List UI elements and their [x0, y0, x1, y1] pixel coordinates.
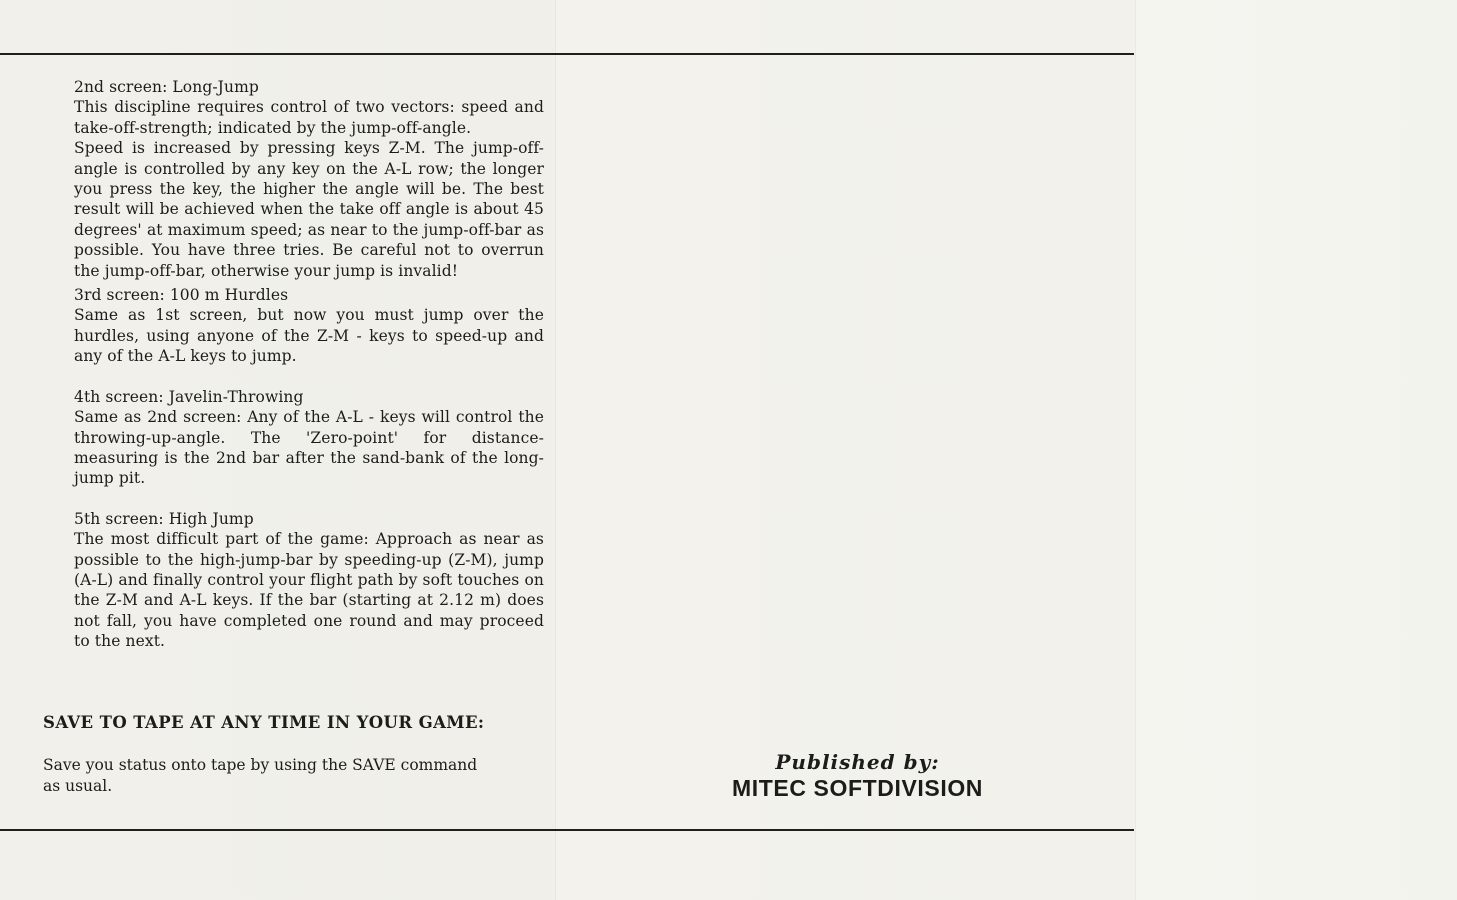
section-heading: 3rd screen: 100 m Hurdles	[74, 286, 289, 305]
save-to-tape-block	[43, 713, 543, 796]
save-text: Save you status onto tape by using the SAVE command as usual.	[43, 756, 478, 795]
published-by-label: Published by:	[775, 750, 940, 774]
section-long-jump	[74, 77, 544, 281]
section-javelin	[74, 387, 544, 489]
section-high-jump	[74, 509, 544, 652]
bottom-rule	[0, 829, 1134, 831]
save-title: SAVE TO TAPE AT ANY TIME IN YOUR GAME:	[43, 713, 485, 732]
fold-line-right	[1135, 0, 1136, 900]
section-paragraph: This discipline requires control of two vectors: speed and take-off-strength; indicated by the jump-off-angle.	[74, 98, 544, 137]
section-paragraph: Same as 1st screen, but now you must jump over the hurdles, using anyone of the Z-M - keys to speed-up and any of the A-L keys to jump.	[74, 306, 544, 366]
section-paragraph: Same as 2nd screen: Any of the A-L - keys will control the throwing-up-angle. The 'Zero-point' for distance-measuring is the 2nd bar after the sand-bank of the long-jump pit.	[74, 408, 544, 488]
section-heading: 5th screen: High Jump	[74, 509, 254, 528]
top-rule	[0, 53, 1134, 55]
instructions-panel	[74, 77, 544, 652]
fold-line-left	[555, 0, 556, 900]
section-paragraph: The most difficult part of the game: Approach as near as possible to the high-jump-bar by speeding-up (Z-M), jump (A-L) and finally control your flight path by soft touches on the Z-M and A-L keys. If the bar (starting at 2.12 m) does not fall, you have completed one round and may proceed to the next.	[74, 530, 544, 651]
section-hurdles	[74, 285, 544, 367]
section-paragraph: Speed is increased by pressing keys Z-M. The jump-off-angle is controlled by any key on the A-L row; the longer you press the key, the higher the angle will be. The best result will be achieved when the take off angle is about 45 degrees' at maximum speed; as near to the jump-off-bar as possible. You have three tries. Be careful not to overrun the jump-off-bar, otherwise your jump is invalid!	[74, 139, 544, 280]
section-heading: 4th screen: Javelin-Throwing	[74, 387, 304, 406]
publisher-name: MITEC SOFTDIVISION	[731, 775, 984, 801]
section-heading: 2nd screen: Long-Jump	[74, 78, 259, 96]
publisher-block	[690, 750, 1025, 802]
